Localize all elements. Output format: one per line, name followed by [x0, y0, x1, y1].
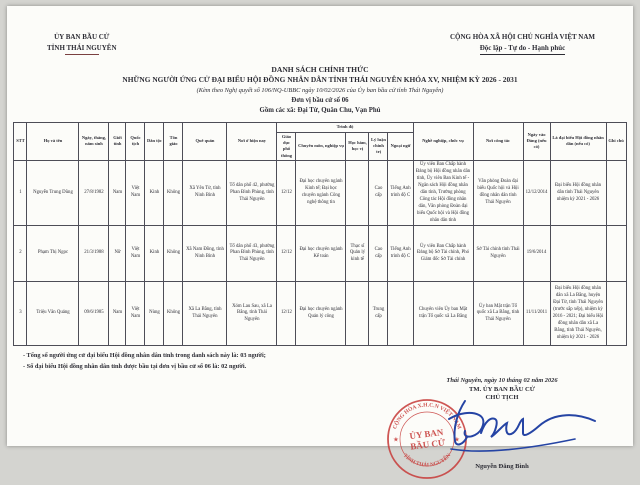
seal-center-line1: ỦY BAN — [409, 427, 444, 441]
table-cell: Đại học chuyên ngành Kinh tế; Đại học chuyên ngành Công nghệ thông tin — [296, 160, 346, 226]
signature-area — [7, 375, 633, 485]
col-header-note: Ghi chú — [606, 122, 626, 160]
col-header-degree: Học hàm, học vị — [346, 132, 369, 160]
col-header-party-date: Ngày vào Đảng (nếu có) — [523, 122, 550, 160]
signature-scribble — [437, 393, 607, 465]
table-cell: Đại học chuyên ngành Quản lý công — [296, 282, 346, 346]
table-cell: Tổ dân phố 43, phường Phan Đình Phùng, tỉnh Thái Nguyên — [227, 226, 277, 282]
table-cell: 21/3/1988 — [79, 226, 109, 282]
table-cell: 2 — [14, 226, 27, 282]
candidate-table — [13, 122, 626, 347]
col-header-language: Ngoại ngữ — [388, 132, 413, 160]
election-unit: Đơn vị bầu cử số 06 — [7, 96, 633, 106]
col-header-nationality: Quốc tịch — [126, 122, 145, 160]
table-cell: Xóm Lau Sau, xã La Bằng, tỉnh Thái Nguyên — [227, 282, 277, 346]
document-title-line1: DANH SÁCH CHÍNH THỨC — [7, 64, 633, 75]
table-cell — [606, 160, 626, 226]
seal-star-left: ★ — [393, 435, 399, 443]
table-cell: 19/6/2014 — [523, 226, 550, 282]
national-motto: Độc lập - Tự do - Hạnh phúc — [480, 43, 566, 56]
title-block — [7, 64, 633, 116]
col-header-workplace: Nơi công tác — [473, 122, 523, 160]
table-cell — [388, 282, 413, 346]
table-cell: Không — [164, 160, 183, 226]
col-header-general-edu: Giáo dục phổ thông — [277, 132, 296, 160]
table-cell: 12/12 — [277, 226, 296, 282]
table-cell: Cao cấp — [369, 160, 388, 226]
table-cell: Việt Nam — [126, 226, 145, 282]
table-cell: Xã La Bằng, tỉnh Thái Nguyên — [183, 282, 227, 346]
place-date: Thái Nguyên, ngày 10 tháng 02 năm 2026 — [379, 377, 625, 384]
table-cell: Văn phòng Đoàn đại biểu Quốc hội và Hội đồng nhân dân tỉnh Thái Nguyên — [473, 160, 523, 226]
table-cell: 12/12/2014 — [523, 160, 550, 226]
table-cell — [346, 160, 369, 226]
col-header-stt: STT — [14, 122, 27, 160]
table-cell: Đại học chuyên ngành Kế toán — [296, 226, 346, 282]
table-cell: Tổ dân phố 42, phường Phan Đình Phùng, tỉnh Thái Nguyên — [227, 160, 277, 226]
table-cell: Kinh — [145, 226, 164, 282]
signer-name: Nguyễn Đăng Bình — [379, 463, 625, 470]
col-header-gender: Giới tính — [109, 122, 126, 160]
col-header-religion: Tôn giáo — [164, 122, 183, 160]
table-cell: Ủy viên Ban Chấp hành Đảng bộ Hội đồng nhân dân tỉnh, Ủy viên Ban Kinh tế - Ngân sách Hội đồng nhân dân tỉnh, Trưởng phòng Công tác Hội đồng nhân dân, Văn phòng Đoàn đại biểu Quốc hội và Hội đồng nhân dân tỉnh — [413, 160, 473, 226]
table-cell: Xã Nam Đồng, tỉnh Ninh Bình — [183, 226, 227, 282]
table-cell: Ủy viên Ban Chấp hành Đảng bộ Sở Tài chính, Phó Giám đốc Sở Tài chính — [413, 226, 473, 282]
table-cell: 1 — [14, 160, 27, 226]
table-cell: Nam — [109, 160, 126, 226]
table-cell: Trung cấp — [369, 282, 388, 346]
table-cell: 27/8/1982 — [79, 160, 109, 226]
table-cell: Tiếng Anh trình độ C — [388, 226, 413, 282]
table-cell: Đại biểu Hội đồng nhân dân xã La Bằng, huyện Đại Từ, tỉnh Thái Nguyên (trước sắp xếp), nhiệm kỳ 2016 - 2021; Đại biểu Hội đồng nhân dân xã La Bằng, tỉnh Thái Nguyên, nhiệm kỳ 2021 - 2026 — [550, 282, 606, 346]
table-cell: Cao cấp — [369, 226, 388, 282]
table-cell: 12/12 — [277, 160, 296, 226]
table-cell: Việt Nam — [126, 160, 145, 226]
table-cell: Nữ — [109, 226, 126, 282]
org-underline — [65, 54, 99, 55]
col-header-political: Lý luận chính trị — [369, 132, 388, 160]
candidate-table-body — [14, 160, 626, 346]
table-cell: 3 — [14, 282, 27, 346]
table-cell: Ủy ban Mặt trận Tổ quốc xã La Bằng, tỉnh Thái Nguyên — [473, 282, 523, 346]
table-cell: 11/11/2011 — [523, 282, 550, 346]
col-header-name: Họ và tên — [27, 122, 79, 160]
table-cell: 12/12 — [277, 282, 296, 346]
table-row — [14, 226, 626, 282]
on-behalf-line: TM. ỦY BAN BẦU CỬ — [379, 386, 625, 393]
table-cell — [606, 282, 626, 346]
document-page — [7, 6, 633, 446]
table-cell: Đại biểu Hội đồng nhân dân tỉnh Thái Nguyên nhiệm kỳ 2021 - 2026 — [550, 160, 606, 226]
seal-ring-top-text: CỘNG HÒA X.H.C.N VIỆT NAM — [392, 402, 462, 430]
table-cell: Xã Yên Từ, tỉnh Ninh Bình — [183, 160, 227, 226]
table-cell: Triệu Văn Quảng — [27, 282, 79, 346]
signer-position: CHỦ TỊCH — [379, 394, 625, 401]
table-cell: Tiếng Anh trình độ C — [388, 160, 413, 226]
seal-star-right: ★ — [454, 435, 460, 443]
col-header-ethnicity: Dân tộc — [145, 122, 164, 160]
document-header — [7, 14, 633, 55]
col-header-professional: Chuyên môn, nghiệp vụ — [296, 132, 346, 160]
table-cell: Việt Nam — [126, 282, 145, 346]
table-cell: Không — [164, 282, 183, 346]
note-seats: - Số đại biểu Hội đồng nhân dân tỉnh được bầu tại đơn vị bầu cử số 06 là: 02 người. — [23, 362, 633, 373]
table-cell: Kinh — [145, 160, 164, 226]
table-cell — [346, 282, 369, 346]
national-title: CỘNG HÒA XÃ HỘI CHỦ NGHĨA VIỆT NAM — [450, 32, 595, 43]
col-header-residence: Nơi ở hiện nay — [227, 122, 277, 160]
table-cell: Nam — [109, 282, 126, 346]
col-header-deputy: Là đại biểu Hội đồng nhân dân (nếu có) — [550, 122, 606, 160]
table-cell — [550, 226, 606, 282]
table-cell: Không — [164, 226, 183, 282]
note-total-candidates: - Tổng số người ứng cử đại biểu Hội đồng nhân dân tỉnh trong danh sách này là: 03 người; — [23, 351, 633, 362]
table-cell: Thạc sĩ Quản lý kinh tế — [346, 226, 369, 282]
org-name-line2: TỈNH THÁI NGUYÊN — [47, 43, 117, 54]
org-name-line1: ỦY BAN BẦU CỬ — [47, 32, 117, 43]
col-header-dob: Ngày, tháng, năm sinh — [79, 122, 109, 160]
col-header-hometown: Quê quán — [183, 122, 227, 160]
national-header-block — [450, 32, 595, 55]
table-cell: Nùng — [145, 282, 164, 346]
document-title-line2: NHỮNG NGƯỜI ỨNG CỬ ĐẠI BIỂU HỘI ĐỒNG NHÂN DÂN TỈNH THÁI NGUYÊN KHÓA XV, NHIỆM KỲ 2026 - 2031 — [7, 75, 633, 86]
table-cell: Phạm Thị Ngọc — [27, 226, 79, 282]
table-cell: 09/6/1985 — [79, 282, 109, 346]
seal-center-line2: BẦU CỬ — [410, 437, 447, 451]
table-row — [14, 160, 626, 226]
seal-ring-bottom-text: TỈNH THÁI NGUYÊN — [402, 453, 452, 469]
col-header-occupation: Nghề nghiệp, chức vụ — [413, 122, 473, 160]
table-cell: Sở Tài chính tỉnh Thái Nguyên — [473, 226, 523, 282]
election-communes: Gồm các xã: Đại Từ, Quân Chu, Vạn Phú — [7, 106, 633, 116]
col-group-qualification: Trình độ — [277, 122, 413, 132]
table-cell: Nguyễn Trung Dũng — [27, 160, 79, 226]
document-subtitle: (Kèm theo Nghị quyết số 106/NQ-UBBC ngày 10/02/2026 của Ủy ban bầu cử tỉnh Thái Nguyên) — [7, 86, 633, 95]
summary-notes — [23, 351, 633, 372]
table-cell — [606, 226, 626, 282]
table-row — [14, 282, 626, 346]
issuing-org-block — [47, 32, 117, 55]
table-cell: Chuyên viên Ủy ban Mặt trận Tổ quốc xã La Bằng — [413, 282, 473, 346]
